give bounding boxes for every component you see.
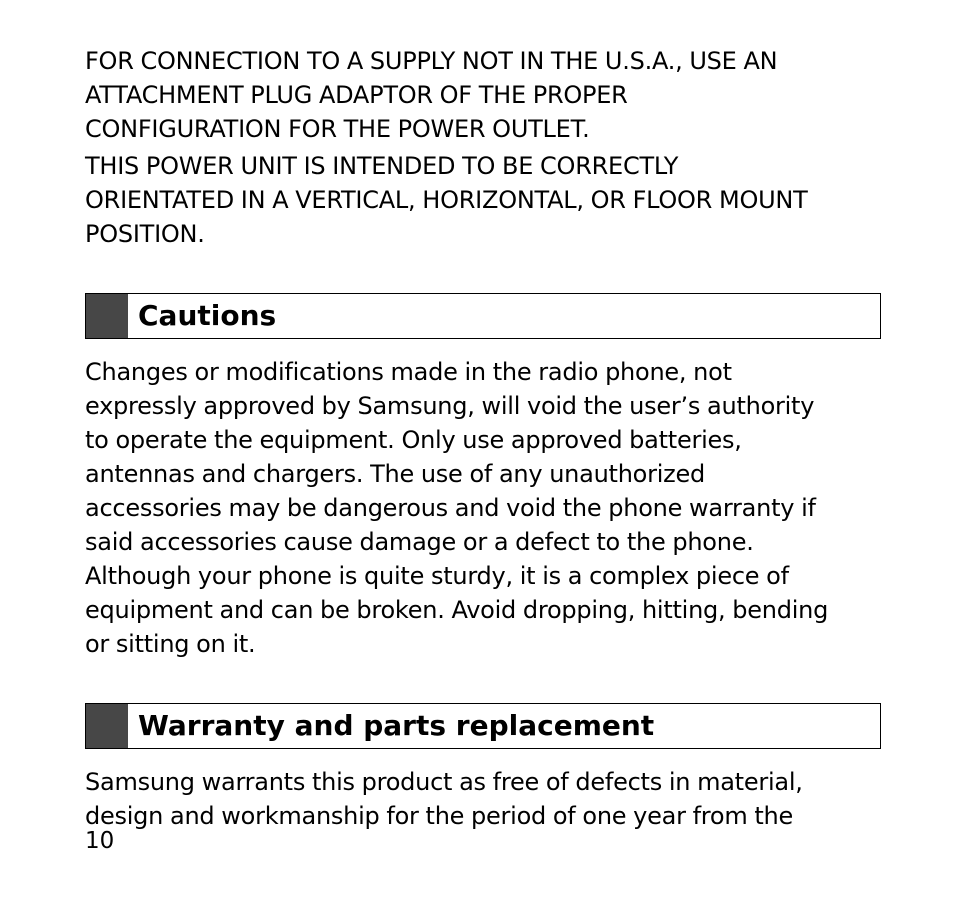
text-line: said accessories cause damage or a defect to the phone. [85, 528, 754, 556]
power-adaptor-notice [85, 44, 881, 146]
text-line: expressly approved by Samsung, will void the user’s authority [85, 392, 815, 420]
page-number: 10 [85, 828, 115, 854]
warranty-heading: Warranty and parts replacement [138, 709, 655, 742]
text-line: ATTACHMENT PLUG ADAPTOR OF THE PROPER [85, 81, 628, 109]
warranty-body [85, 765, 881, 833]
text-line: Although your phone is quite sturdy, it is a complex piece of [85, 562, 789, 590]
manual-page [85, 44, 881, 833]
section-marker-block [86, 294, 128, 338]
text-line: antennas and chargers. The use of any unauthorized [85, 460, 705, 488]
section-marker-block [86, 704, 128, 748]
cautions-body [85, 355, 881, 661]
mount-orientation-notice [85, 149, 881, 251]
text-line: to operate the equipment. Only use approved batteries, [85, 426, 742, 454]
text-line: Changes or modifications made in the radio phone, not [85, 358, 732, 386]
text-line: equipment and can be broken. Avoid dropping, hitting, bending [85, 596, 829, 624]
cautions-section-header [85, 293, 881, 339]
text-line: CONFIGURATION FOR THE POWER OUTLET. [85, 115, 590, 143]
text-line: THIS POWER UNIT IS INTENDED TO BE CORRECTLY [85, 152, 679, 180]
text-line: Samsung warrants this product as free of defects in material, [85, 768, 803, 796]
text-line: or sitting on it. [85, 630, 256, 658]
text-line: POSITION. [85, 220, 205, 248]
text-line: ORIENTATED IN A VERTICAL, HORIZONTAL, OR FLOOR MOUNT [85, 186, 808, 214]
cautions-heading: Cautions [138, 299, 277, 332]
text-line: design and workmanship for the period of one year from the [85, 802, 793, 830]
text-line: accessories may be dangerous and void the phone warranty if [85, 494, 816, 522]
text-line: FOR CONNECTION TO A SUPPLY NOT IN THE U.S.A., USE AN [85, 47, 778, 75]
warranty-section-header [85, 703, 881, 749]
